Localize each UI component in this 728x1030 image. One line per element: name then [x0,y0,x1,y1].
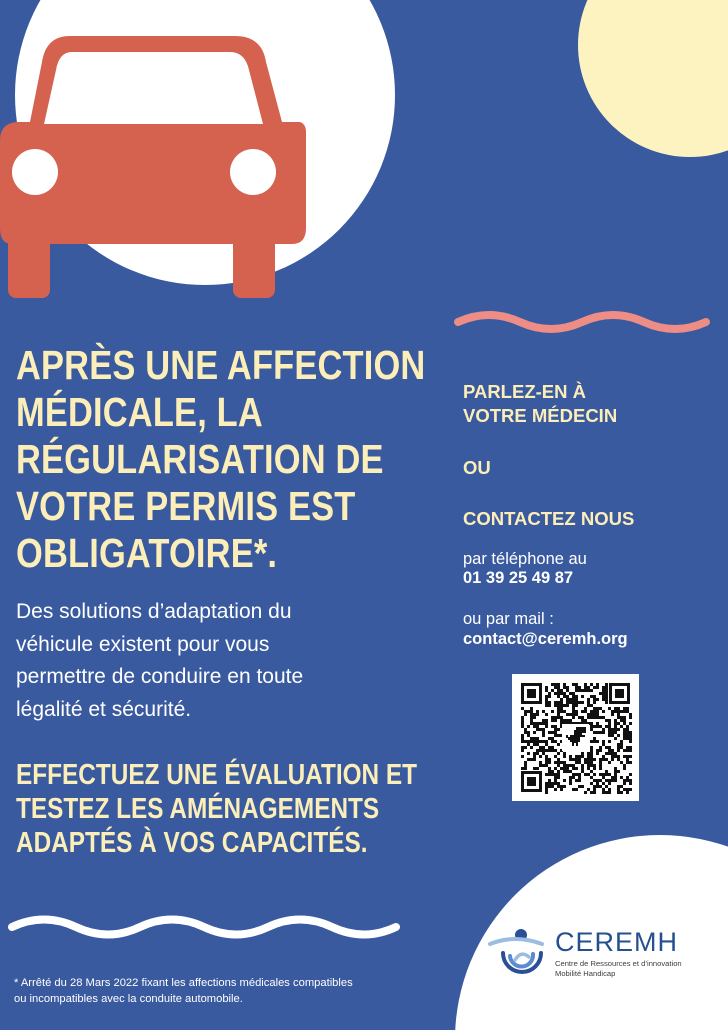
qr-finder-bottom-left [521,771,542,792]
footnote-line-2: ou incompatibles avec la conduite automobile. [14,993,243,1005]
doctor-heading [463,380,617,428]
cta-line: ADAPTÉS À VOS CAPACITÉS. [16,827,368,859]
white-wave [12,920,396,935]
logo-name: CEREMH [555,927,679,957]
contact-heading: CONTACTEZ NOUS [463,508,635,529]
body-paragraph [16,596,426,726]
doctor-heading-line-2: VOTRE MÉDECIN [463,405,618,426]
headline-line: VOTRE PERMIS EST [16,483,356,529]
headline-line: APRÈS UNE AFFECTION [16,342,426,388]
body-line: véhicule existent pour vous [16,632,270,656]
footnote [14,975,434,1007]
mail-intro: ou par mail : [463,610,554,628]
phone-number[interactable]: 01 39 25 49 87 [463,569,574,587]
footnote-line-1: * Arrêté du 28 Mars 2022 fixant les affections médicales compatibles [14,977,353,989]
qr-finder-top-right [609,683,630,704]
logo-subtitle [555,959,715,978]
headline-line: MÉDICALE, LA [16,389,263,435]
call-to-action [16,758,418,860]
phone-intro: par téléphone au [463,550,587,568]
headline [16,342,426,577]
dinosaur-icon [562,724,589,751]
doctor-heading-line-1: PARLEZ-EN À [463,381,586,402]
pink-wave [458,315,706,329]
body-line: permettre de conduire en toute [16,665,304,688]
cta-line: EFFECTUEZ UNE ÉVALUATION ET [16,759,418,791]
email-address[interactable]: contact@ceremh.org [463,630,628,648]
qr-finder-top-left [521,683,542,704]
qr-code-graphic [512,674,639,801]
sun-shape [578,0,728,157]
headline-line: RÉGULARISATION DE [16,436,384,482]
cta-line: TESTEZ LES AMÉNAGEMENTS [16,793,380,825]
body-line: Des solutions d’adaptation du [16,600,292,623]
body-line: légalité et sécurité. [16,697,192,721]
logo-subtitle-line-1: Centre de Ressources et d’innovation [555,959,682,968]
headline-line: OBLIGATOIRE*. [16,530,278,576]
or-label: OU [463,457,491,478]
logo-subtitle-line-2: Mobilité Handicap [555,968,616,978]
qr-code[interactable] [512,674,639,801]
ceremh-logo [555,927,715,978]
